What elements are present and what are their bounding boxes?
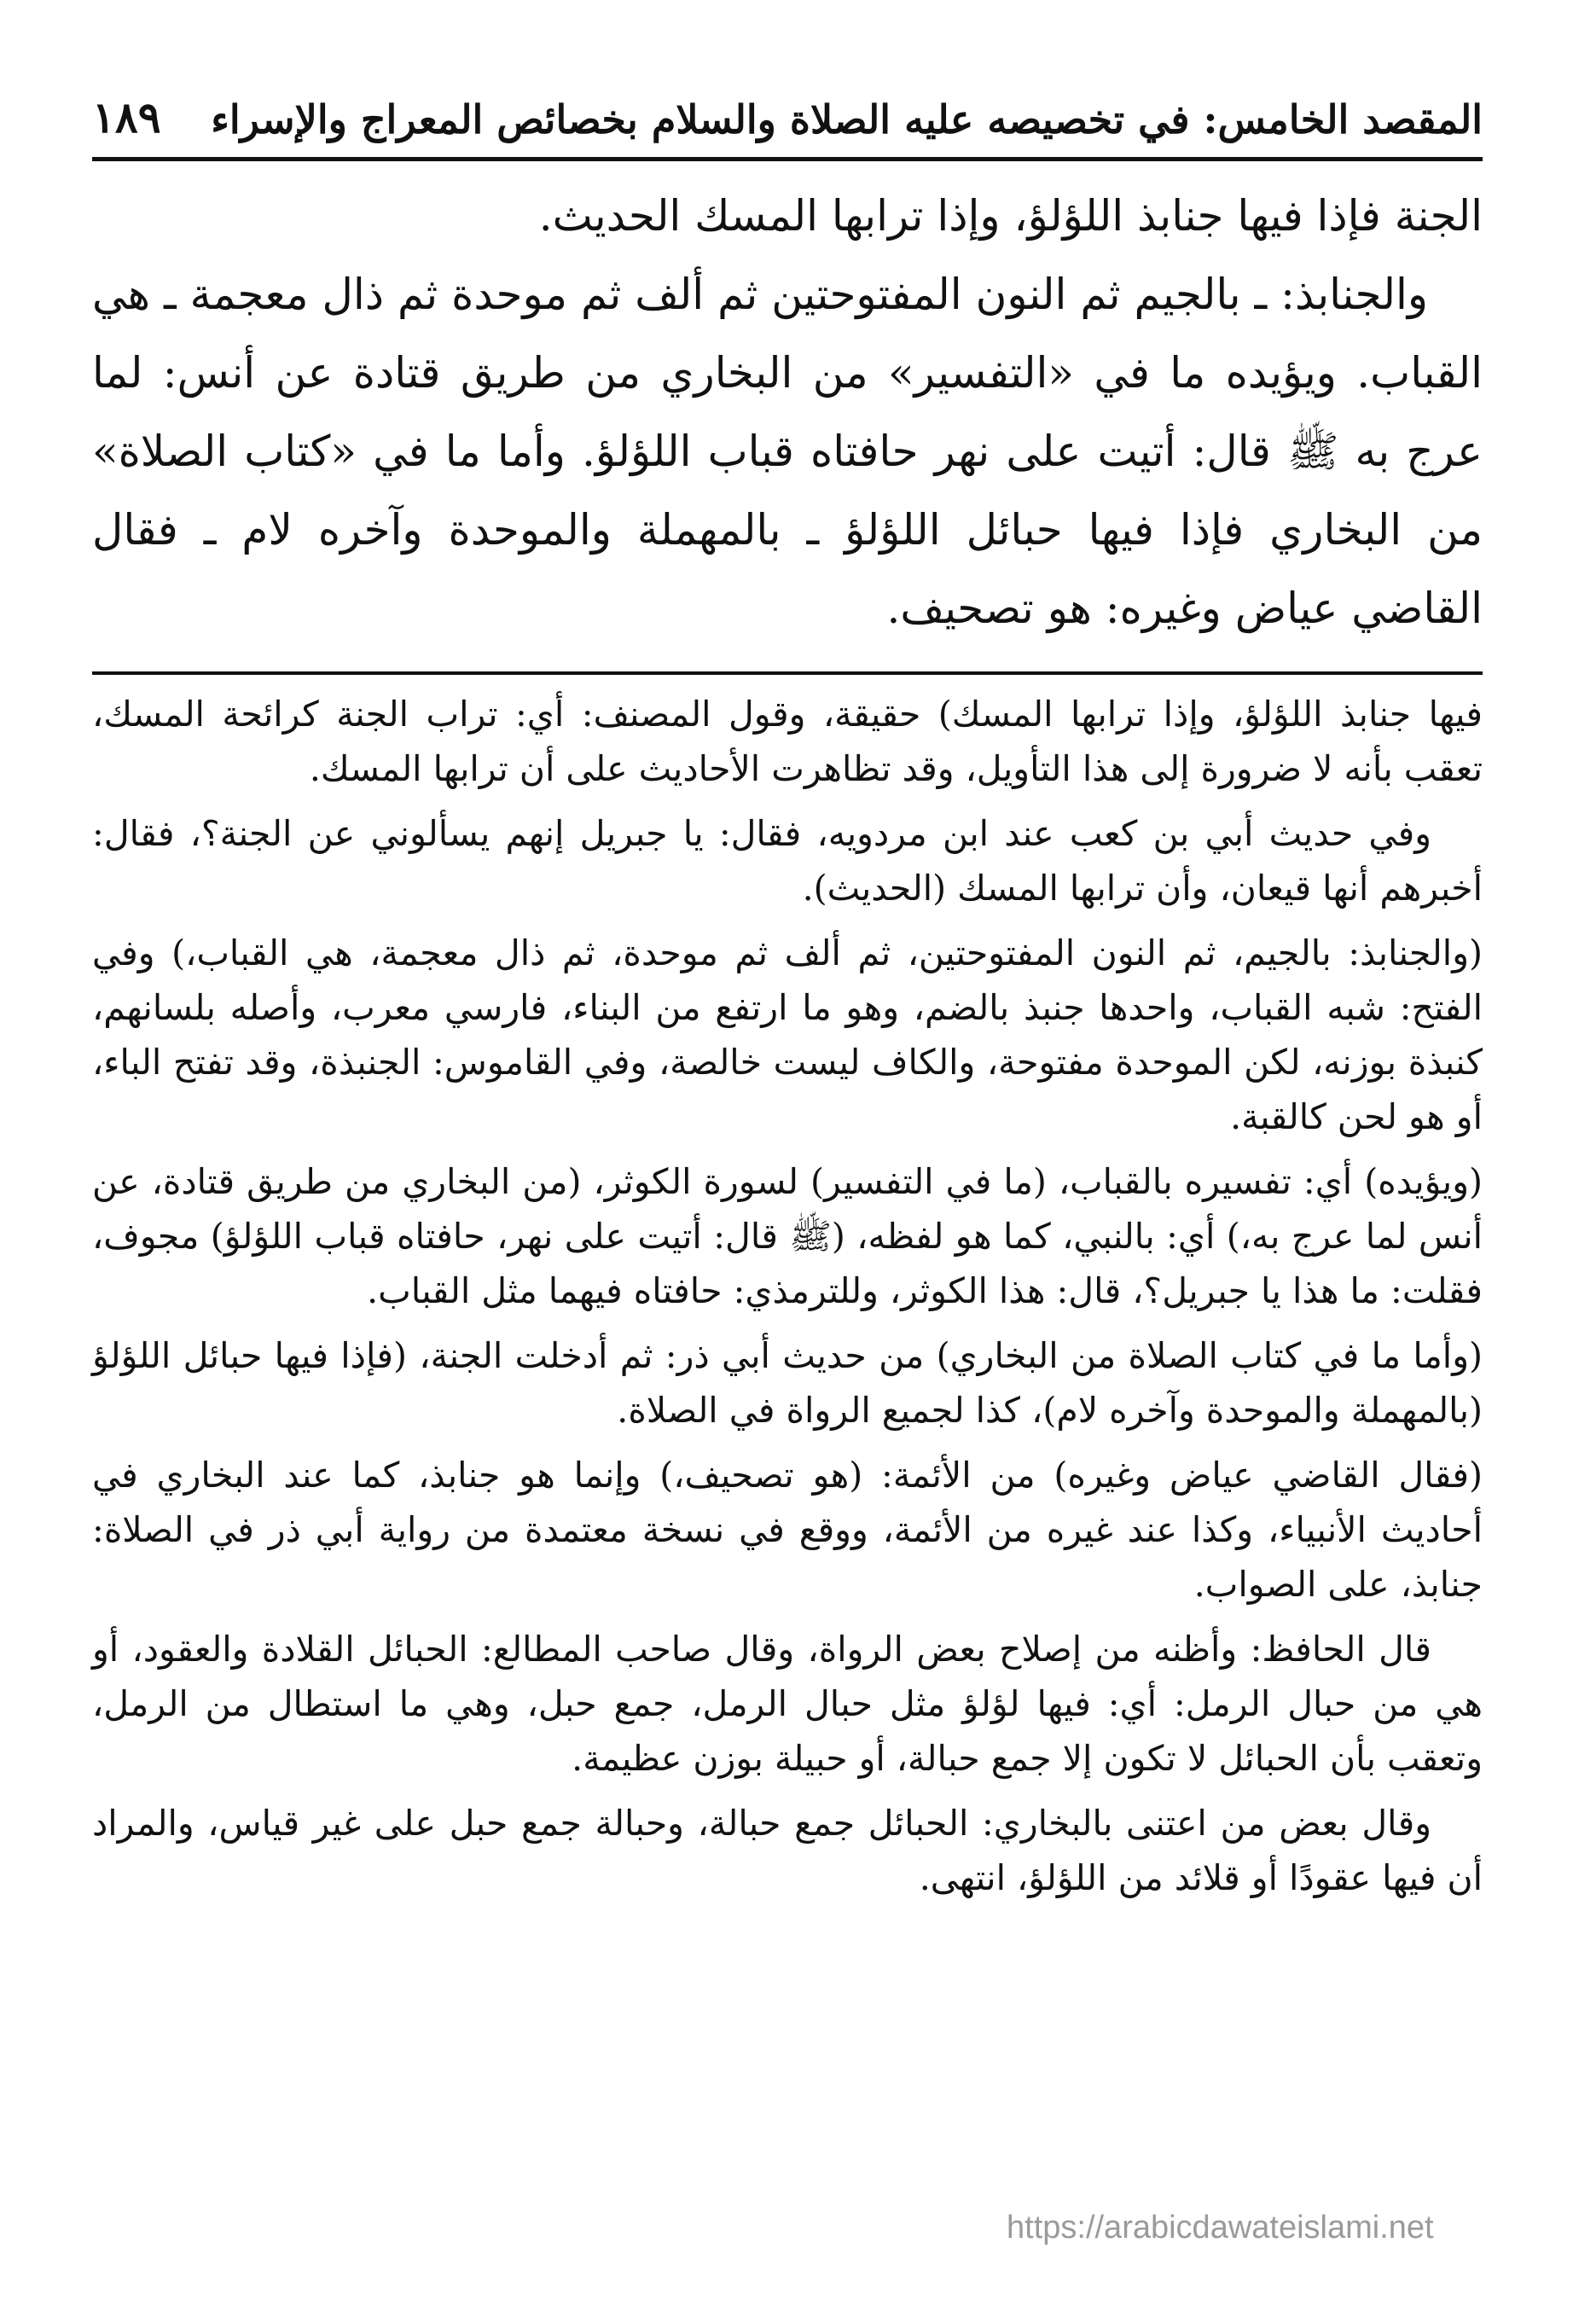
book-page xyxy=(92,92,1483,1915)
running-header xyxy=(92,92,1483,161)
commentary-paragraph-6: (فقال القاضي عياض وغيره) من الأئمة: (هو تصحيف،) وإنما هو جنابذ، كما عند البخاري في أحاديث الأنبياء، وكذا عند غيره من الأئمة، ووقع في نسخة معتمدة من رواية أبي ذر في الصلاة: جنابذ، على الصواب. xyxy=(92,1455,1483,1605)
main-text xyxy=(92,177,1483,648)
commentary-paragraph-7: قال الحافظ: وأظنه من إصلاح بعض الرواة، وقال صاحب المطالع: الحبائل القلادة والعقود، أو هي من حبال الرمل: أي: فيها لؤلؤ مثل حبال الرمل، جمع حبل، وهي ما استطال من الرمل، وتعقب بأن الحبائل لا تكون إلا جمع حبالة، أو حبيلة بوزن عظيمة. xyxy=(92,1629,1483,1779)
commentary-paragraph-8: وقال بعض من اعتنى بالبخاري: الحبائل جمع حبالة، وحبالة جمع حبل على غير قياس، والمراد أن فيها عقودًا أو قلائد من اللؤلؤ، انتهى. xyxy=(92,1803,1483,1898)
page-number: ١٨٩ xyxy=(92,92,161,142)
main-paragraph-1: الجنة فإذا فيها جنابذ اللؤلؤ، وإذا ترابها المسك الحديث. xyxy=(538,191,1483,241)
commentary-paragraph-3: (والجنابذ: بالجيم، ثم النون المفتوحتين، ثم ألف ثم موحدة، ثم ذال معجمة، هي القباب،) وفي الفتح: شبه القباب، واحدها جنبذ بالضم، وهو ما ارتفع من البناء، فارسي معرب، وأصله بلسانهم، كنبذة بوزنه، لكن الموحدة مفتوحة، والكاف ليست خالصة، وفي القاموس: الجنبذة، وقد تفتح الباء، أو هو لحن كالقبة. xyxy=(92,933,1483,1137)
commentary-paragraph-4: (ويؤيده) أي: تفسيره بالقباب، (ما في التفسير) لسورة الكوثر، (من البخاري من طريق قتادة، عن أنس لما عرج به،) أي: بالنبي، كما هو لفظه، (ﷺ قال: أتيت على نهر، حافتاه قباب اللؤلؤ) مجوف، فقلت: ما هذا يا جبريل؟، قال: هذا الكوثر، وللترمذي: حافتاه فيهما مثل القباب. xyxy=(92,1161,1483,1311)
commentary-paragraph-2: وفي حديث أبي بن كعب عند ابن مردويه، فقال: يا جبريل إنهم يسألوني عن الجنة؟، فقال: أخبرهم أنها قيعان، وأن ترابها المسك (الحديث). xyxy=(92,813,1483,909)
commentary-paragraph-5: (وأما ما في كتاب الصلاة من البخاري) من حديث أبي ذر: ثم أدخلت الجنة، (فإذا فيها حبائل اللؤلؤ (بالمهملة والموحدة وآخره لام)، كذا لجميع الرواة في الصلاة. xyxy=(92,1335,1483,1431)
main-paragraph-2: والجنابذ: ـ بالجيم ثم النون المفتوحتين ثم ألف ثم موحدة ثم ذال معجمة ـ هي القباب. ويؤيده ما في «التفسير» من البخاري من طريق قتادة عن أنس: لما عرج به ﷺ قال: أتيت على نهر حافتاه قباب اللؤلؤ. وأما ما في «كتاب الصلاة» من البخاري فإذا فيها حبائل اللؤلؤ ـ بالمهملة والموحدة وآخره لام ـ فقال القاضي عياض وغيره: هو تصحيف. xyxy=(92,270,1483,633)
source-watermark: https://arabicdawateislami.net xyxy=(1007,2210,1434,2246)
chapter-title: المقصد الخامس: في تخصيصه عليه الصلاة والسلام بخصائص المعراج والإسراء xyxy=(211,96,1483,142)
commentary-paragraph-1: فيها جنابذ اللؤلؤ، وإذا ترابها المسك) حقيقة، وقول المصنف: أي: تراب الجنة كرائحة المسك، تعقب بأنه لا ضرورة إلى هذا التأويل، وقد تظاهرت الأحاديث على أن ترابها المسك. xyxy=(92,694,1483,789)
commentary-divider xyxy=(92,671,1483,675)
commentary xyxy=(92,687,1483,1905)
